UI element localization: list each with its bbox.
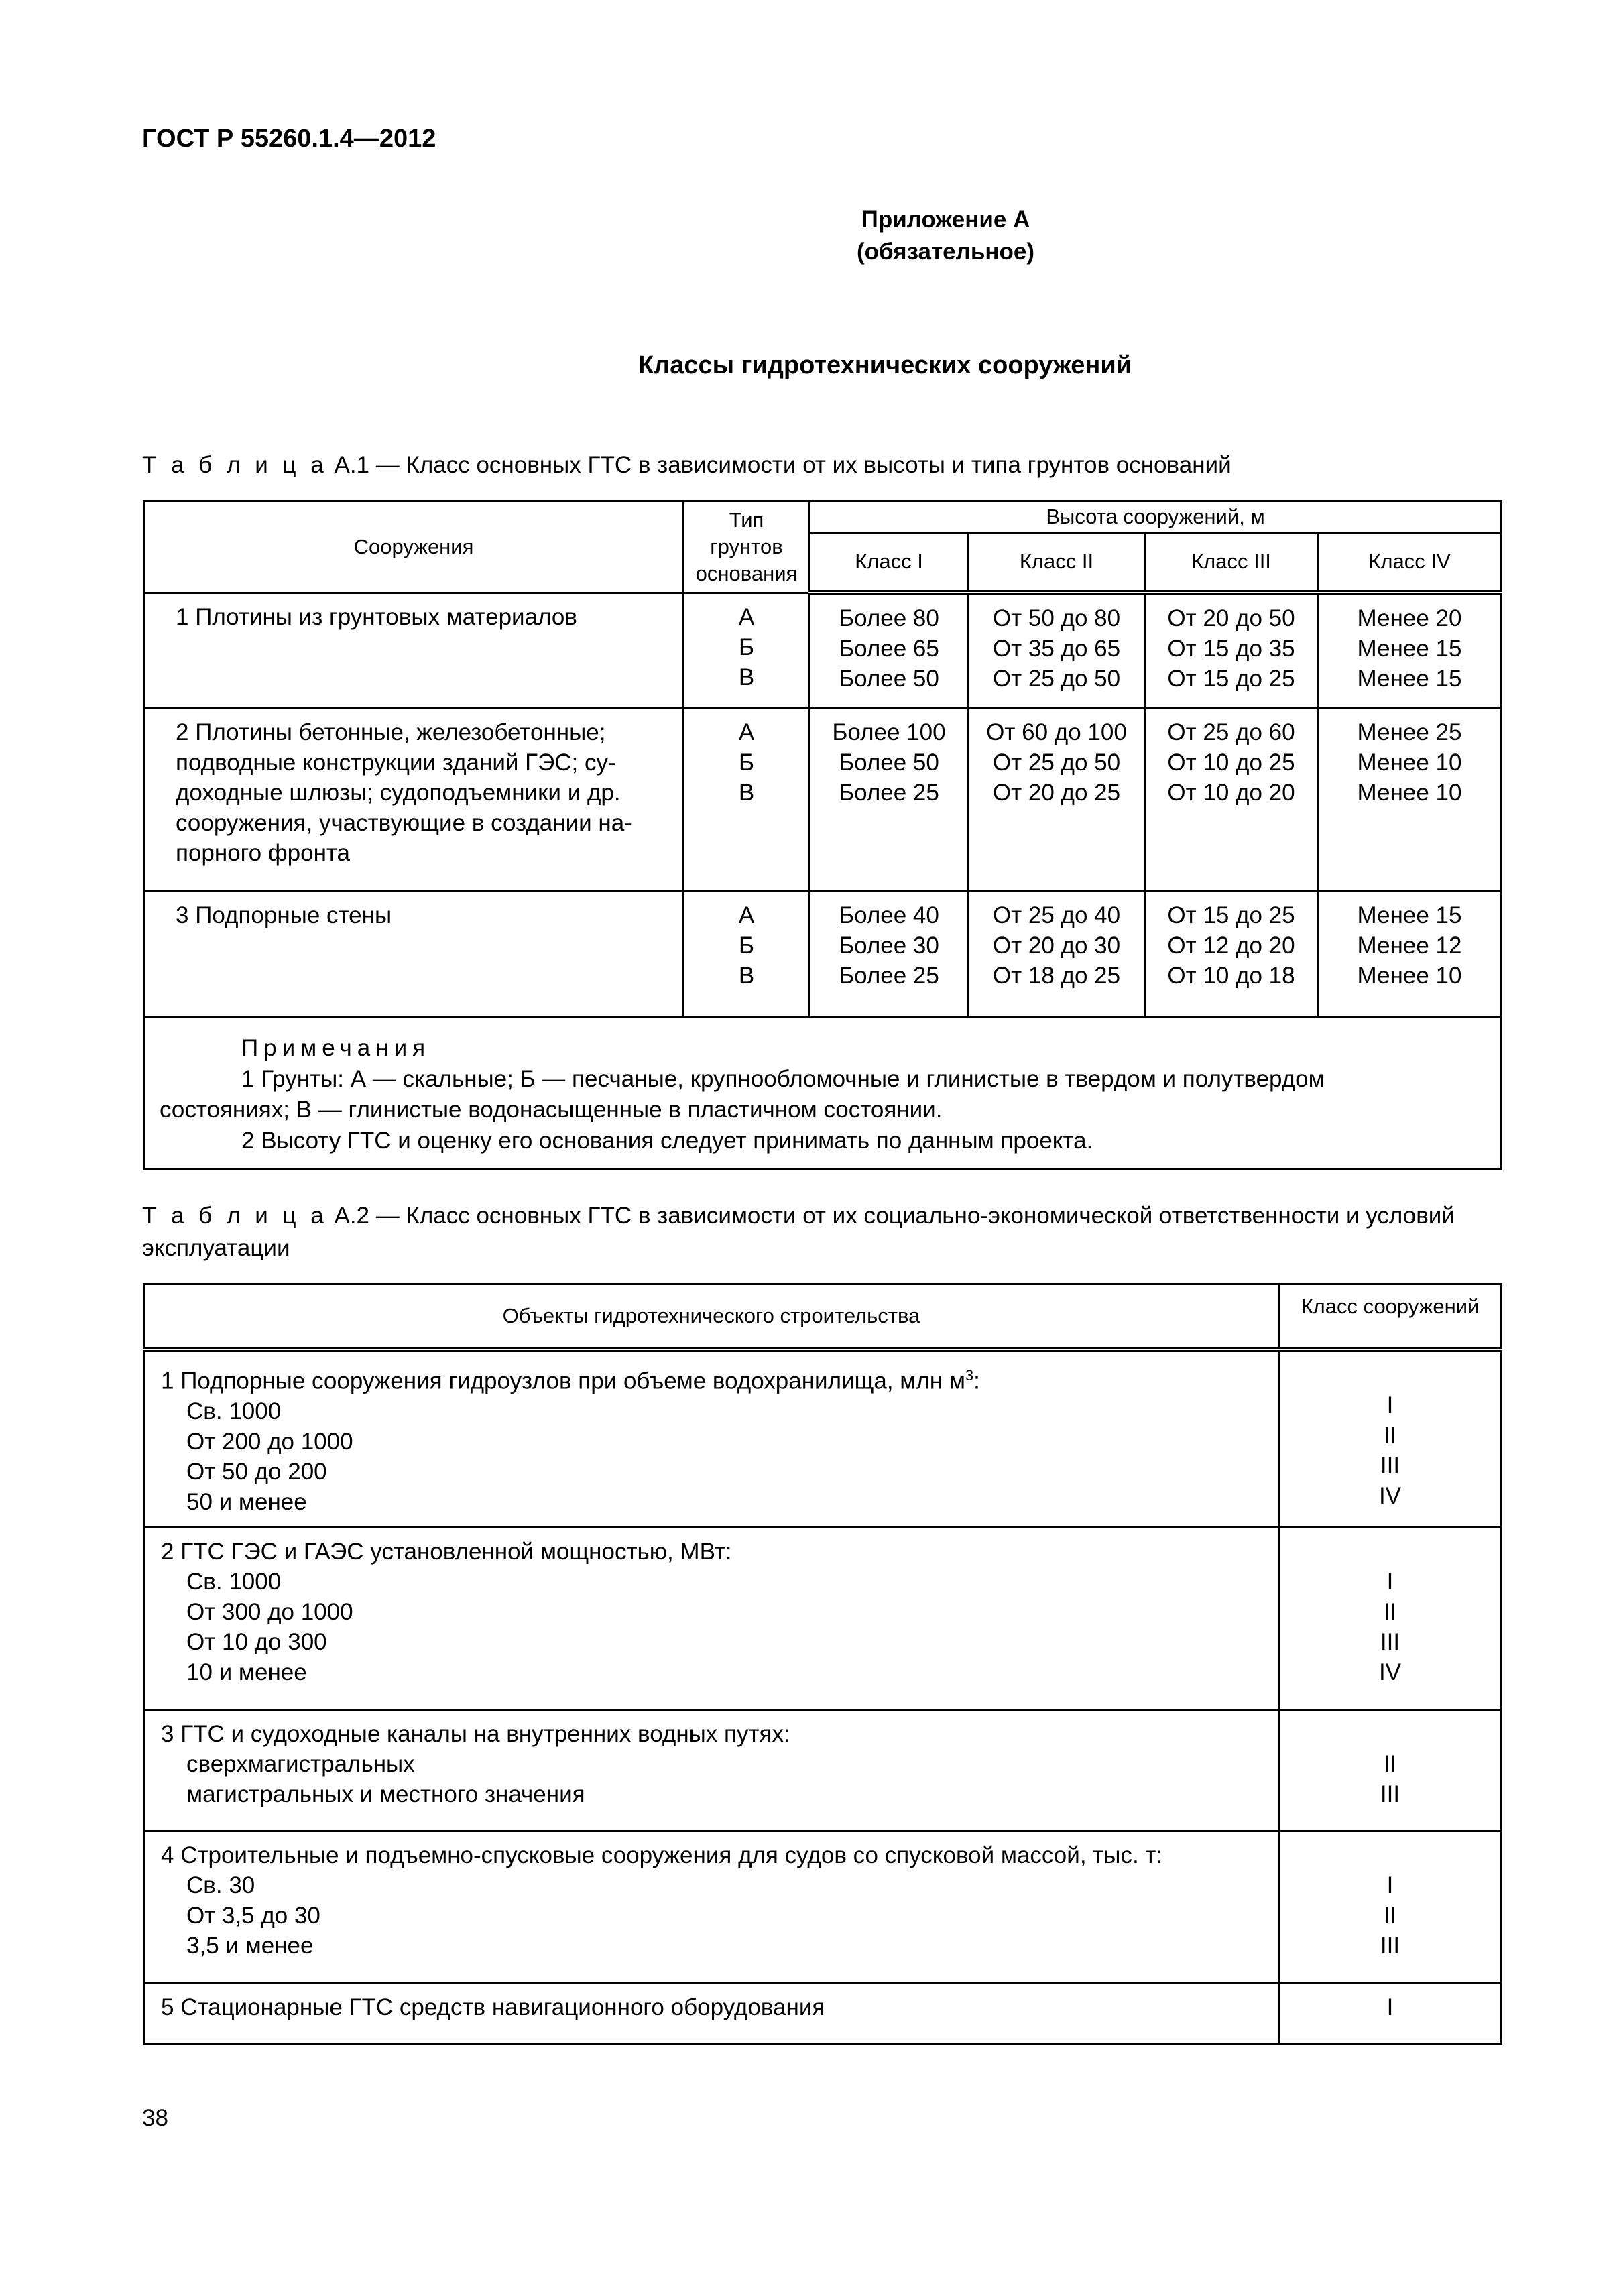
header-class-2: Класс II	[969, 533, 1145, 593]
structure-name: 1 Плотины из грунтовых материалов	[144, 593, 684, 708]
class-4-values: Менее 25 Менее 10 Менее 10	[1318, 708, 1502, 891]
table-a1-caption-text: А.1 — Класс основных ГТС в зависимости от их высоты и типа грунтов оснований	[334, 452, 1231, 478]
page-number: 38	[142, 2105, 168, 2131]
structure-class: I II III IV	[1279, 1349, 1502, 1527]
appendix-heading	[0, 204, 1623, 268]
object-title: 1 Подпорные сооружения гидроузлов при объеме водохранилища, млн $м^3$:	[161, 1367, 980, 1394]
table-a1-caption	[142, 449, 1500, 481]
soil-types: А Б В	[684, 708, 810, 891]
notes-row	[144, 1017, 1502, 1169]
appendix-status: (обязательное)	[856, 239, 1034, 265]
header-objects: Объекты гидротехнического строительства	[144, 1284, 1279, 1350]
structure-class: I II III	[1279, 1831, 1502, 1983]
table-a2-caption-text: А.2 — Класс основных ГТС в зависимости от их социально-экономической ответственности и условий	[334, 1203, 1455, 1229]
header-class-1: Класс I	[810, 533, 969, 593]
table-row	[144, 1527, 1502, 1709]
notes	[144, 1017, 1502, 1169]
table-row	[144, 1831, 1502, 1983]
structure-name: 2 Плотины бетонные, железобетонные; подводные конструкции зданий ГЭС; су- доходные шлюзы; судоподъемники и др. сооружения, участвующие в создании на- порного фронта	[144, 708, 684, 891]
class-2-values: От 25 до 40 От 20 до 30 От 18 до 25	[969, 891, 1145, 1017]
object-description: 3 ГТС и судоходные каналы на внутренних водных путях: сверхмагистральных магистральных и местного значения	[144, 1709, 1279, 1831]
class-2-values: От 60 до 100 От 25 до 50 От 20 до 25	[969, 708, 1145, 891]
table-row	[144, 1983, 1502, 2043]
table-a2-caption-label: Т а б л и ц а	[142, 1203, 328, 1229]
header-class-3: Класс III	[1145, 533, 1318, 593]
class-4-values: Менее 20 Менее 15 Менее 15	[1318, 593, 1502, 708]
object-description: 1 Подпорные сооружения гидроузлов при объеме водохранилища, млн $м^3$: Св. 1000 От 200 до 1000 От 50 до 200 50 и менее	[144, 1349, 1279, 1527]
header-soil-type: Тип грунтов основания	[684, 501, 810, 593]
table-row	[144, 891, 1502, 1017]
structure-class: I	[1279, 1983, 1502, 2043]
table-a2-caption	[142, 1200, 1500, 1264]
table-a1	[143, 500, 1502, 1170]
class-1-values: Более 80 Более 65 Более 50	[810, 593, 969, 708]
object-description: 2 ГТС ГЭС и ГАЭС установленной мощностью, МВт: Св. 1000 От 300 до 1000 От 10 до 300 10 и менее	[144, 1527, 1279, 1709]
notes-heading: Примечания	[241, 1034, 431, 1061]
header-class: Класс сооружений	[1279, 1284, 1502, 1350]
structure-name: 3 Подпорные стены	[144, 891, 684, 1017]
note-1: 1 Грунты: А — скальные; Б — песчаные, крупнообломочные и глинистые в твердом и полутвердом	[241, 1065, 1325, 1092]
object-title: 2 ГТС ГЭС и ГАЭС установленной мощностью, МВт:	[161, 1538, 732, 1565]
object-description: 4 Строительные и подъемно-спусковые сооружения для судов со спусковой массой, тыс. т: Св. 30 От 3,5 до 30 3,5 и менее	[144, 1831, 1279, 1983]
object-description	[144, 1983, 1279, 2043]
document-code: ГОСТ Р 55260.1.4—2012	[142, 125, 436, 153]
section-title: Классы гидротехнических сооружений	[638, 351, 1132, 379]
table-row	[144, 1709, 1502, 1831]
structure-class: I II III IV	[1279, 1527, 1502, 1709]
object-title: 4 Строительные и подъемно-спусковые сооружения для судов со спусковой массой, тыс. т:	[161, 1841, 1163, 1868]
table-row	[144, 708, 1502, 891]
class-1-values: Более 40 Более 30 Более 25	[810, 891, 969, 1017]
header-class-4: Класс IV	[1318, 533, 1502, 593]
table-a2	[143, 1283, 1502, 2045]
class-4-values: Менее 15 Менее 12 Менее 10	[1318, 891, 1502, 1017]
object-title: 5 Стационарные ГТС средств навигационного оборудования	[161, 1994, 825, 2020]
object-title: 3 ГТС и судоходные каналы на внутренних водных путях:	[161, 1720, 790, 1747]
table-row	[144, 1349, 1502, 1527]
appendix-title: Приложение А	[861, 206, 1030, 233]
header-height: Высота сооружений, м	[810, 501, 1502, 533]
class-3-values: От 25 до 60 От 10 до 25 От 10 до 20	[1145, 708, 1318, 891]
note-1-continuation: состояниях; В — глинистые водонасыщенные в пластичном состоянии.	[160, 1096, 943, 1123]
soil-types: А Б В	[684, 593, 810, 708]
note-2: 2 Высоту ГТС и оценку его основания следует принимать по данным проекта.	[241, 1127, 1093, 1154]
class-3-values: От 20 до 50 От 15 до 35 От 15 до 25	[1145, 593, 1318, 708]
class-2-values: От 50 до 80 От 35 до 65 От 25 до 50	[969, 593, 1145, 708]
class-3-values: От 15 до 25 От 12 до 20 От 10 до 18	[1145, 891, 1318, 1017]
table-a1-caption-label: Т а б л и ц а	[142, 452, 328, 478]
header-structures: Сооружения	[144, 501, 684, 593]
structure-class: II III	[1279, 1709, 1502, 1831]
class-1-values: Более 100 Более 50 Более 25	[810, 708, 969, 891]
soil-types: А Б В	[684, 891, 810, 1017]
table-row	[144, 593, 1502, 708]
table-a2-caption-continuation: эксплуатации	[142, 1235, 290, 1261]
